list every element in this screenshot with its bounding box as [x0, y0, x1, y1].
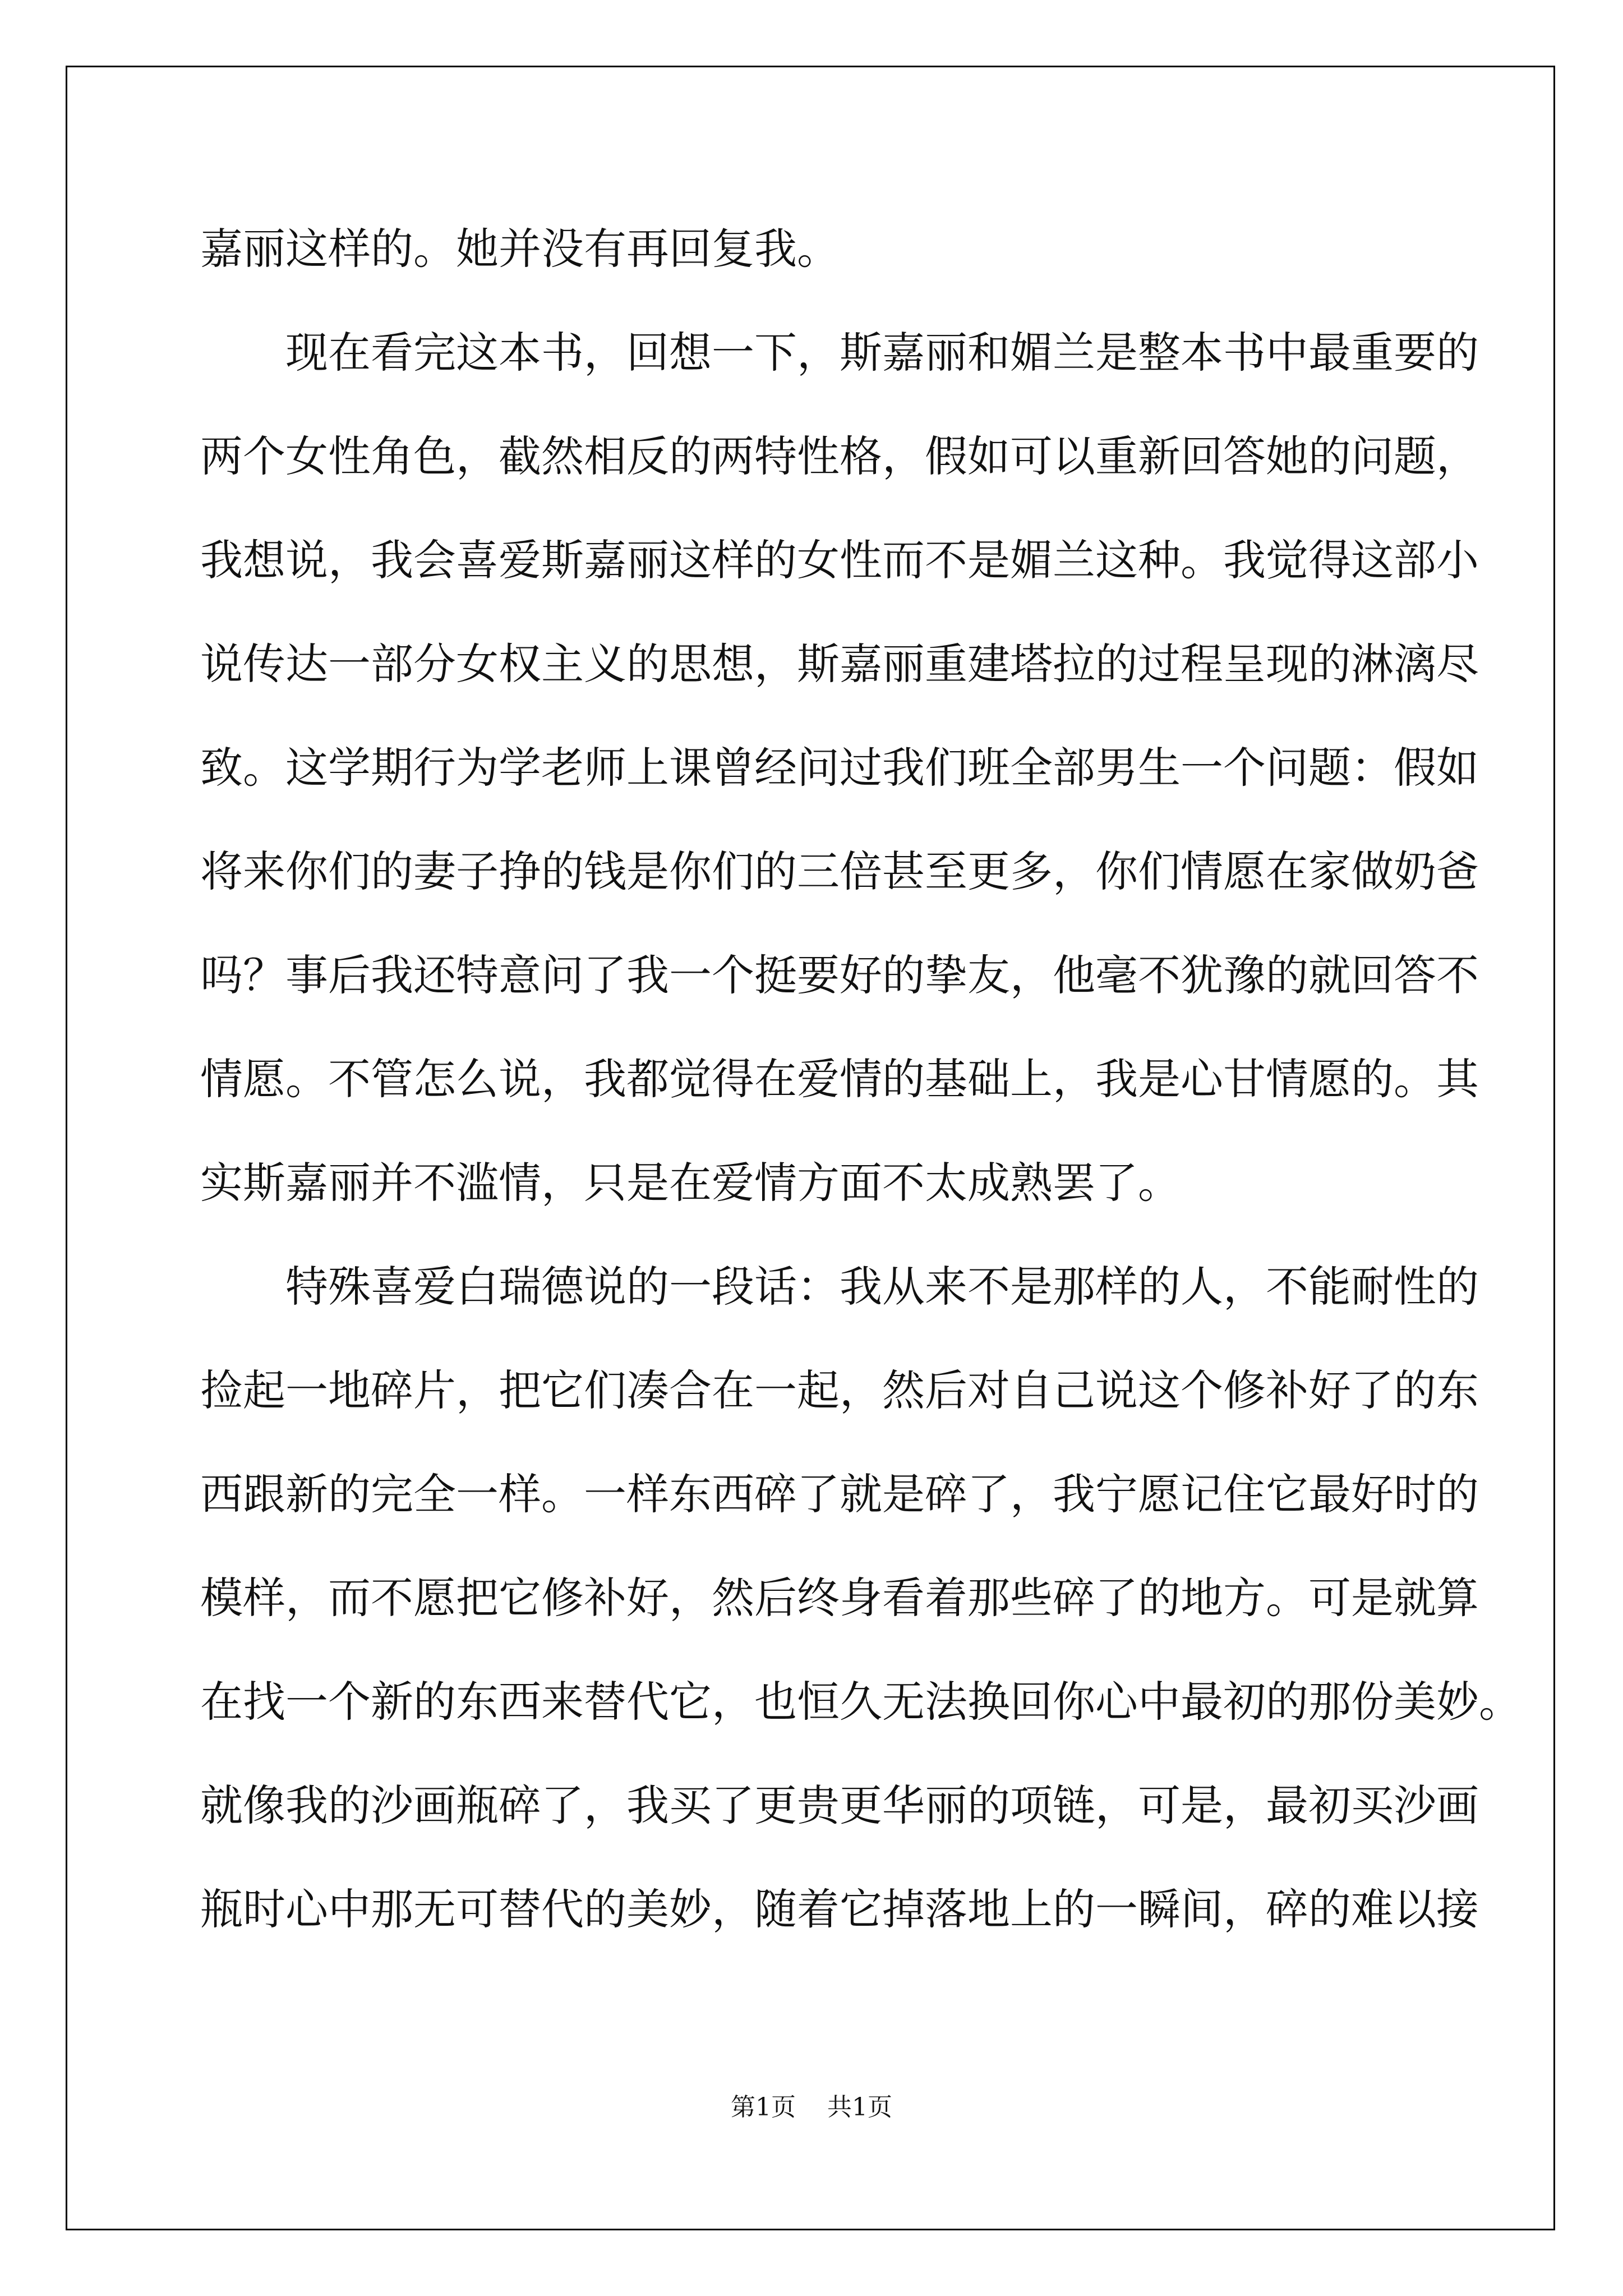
text-line: 致。这学期行为学老师上课曾经问过我们班全部男生一个问题：假如: [200, 743, 1479, 793]
text-line: 实斯嘉丽并不滥情，只是在爱情方面不太成熟罢了。: [200, 1158, 1181, 1208]
text-line: 将来你们的妻子挣的钱是你们的三倍甚至更多，你们情愿在家做奶爸: [200, 846, 1479, 896]
text-line: 现在看完这本书，回想一下，斯嘉丽和媚兰是整本书中最重要的: [285, 328, 1479, 378]
text-line: 瓶时心中那无可替代的美妙，随着它掉落地上的一瞬间，碎的难以接: [200, 1884, 1479, 1934]
text-line: 吗？事后我还特意问了我一个挺要好的挚友，他毫不犹豫的就回答不: [200, 950, 1479, 1000]
text-line: 西跟新的完全一样。一样东西碎了就是碎了，我宁愿记住它最好时的: [200, 1469, 1479, 1519]
text-line: 就像我的沙画瓶碎了，我买了更贵更华丽的项链，可是，最初买沙画: [200, 1780, 1479, 1830]
text-line: 捡起一地碎片，把它们凑合在一起，然后对自己说这个修补好了的东: [200, 1365, 1479, 1415]
text-line: 我想说，我会喜爱斯嘉丽这样的女性而不是媚兰这种。我觉得这部小: [200, 535, 1479, 585]
text-line: 在找一个新的东西来替代它，也恒久无法换回你心中最初的那份美妙。: [200, 1677, 1521, 1727]
text-line: 情愿。不管怎么说，我都觉得在爱情的基础上，我是心甘情愿的。其: [200, 1054, 1479, 1104]
text-line: 嘉丽这样的。她并没有再回复我。: [200, 224, 840, 274]
text-line: 说传达一部分女权主义的思想，斯嘉丽重建塔拉的过程呈现的淋漓尽: [200, 639, 1479, 689]
text-line: 模样，而不愿把它修补好，然后终身看着那些碎了的地方。可是就算: [200, 1573, 1479, 1623]
text-line: 两个女性角色，截然相反的两特性格，假如可以重新回答她的问题，: [200, 431, 1479, 481]
page-number-footer: 第1页 共1页: [731, 2093, 892, 2122]
text-line: 特殊喜爱白瑞德说的一段话：我从来不是那样的人，不能耐性的: [285, 1262, 1479, 1312]
